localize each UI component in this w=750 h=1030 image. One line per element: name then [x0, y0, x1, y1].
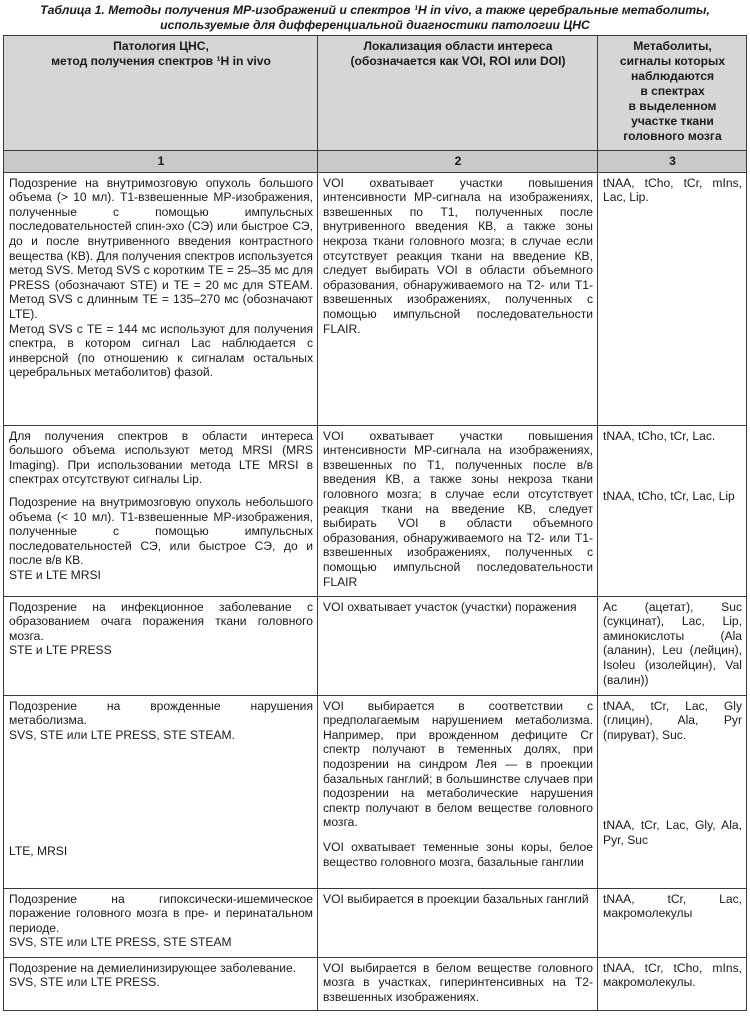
header-metabolites: Метаболиты, сигналы которых наблюдаются в спектрах в выделенном участке ткани головного мозга — [598, 36, 747, 151]
pathology-cell: Подозрение на гипоксически-ишемическое поражение головного мозга в пре- и перинатальном периоде. SVS, STE или LTE PRESS, STE STEAM — [9, 891, 313, 950]
data-table — [3, 35, 747, 1011]
table-row — [4, 695, 747, 888]
column-number: 3 — [598, 151, 747, 173]
pathology-cell: Подозрение на инфекционное заболевание с образованием очага поражения ткани головного мозга. STE и LTE PRESS — [9, 599, 313, 658]
caption-text: Методы получения МР-изображений и спектров ¹H in vivo, а также церебральные метаболиты, используемые для дифференциальной диагностики патологии ЦНС — [108, 3, 710, 32]
localization-cell: VOI охватывает теменные зоны коры, белое вещество головного мозга, базальные ганглии — [323, 839, 593, 869]
table-row — [4, 596, 747, 695]
metabolites-cell: tNAA, tCho, tCr, Lac. — [603, 428, 716, 443]
pathology-cell: Подозрение на демиелинизирующее заболевание. SVS, STE или LTE PRESS. — [9, 960, 297, 990]
localization-cell: VOI охватывает участки повышения интенсивности МР-сигнала на изображениях, взвешенных по T1, полученных после внутривенного введения КВ, а также зоны некроза ткани головного мозга; в случае если отсутствует реакция ткани на введение КВ, следует выбирать VOI в области объемного образования, обнаруживаемого на T2- или T1-взвешенных изображениях, полученных с помощью импульсной последовательности FLAIR. — [323, 175, 593, 336]
metabolites-cell: tNAA, tCr, Lac, Gly (глицин), Ala, Pyr (пируват), Suc. — [603, 698, 742, 742]
header-pathology: Патология ЦНС, метод получения спектров ¹H in vivo — [4, 36, 318, 151]
metabolites-cell: tNAA, tCr, tCho, mIns, макромолекулы. — [603, 960, 742, 990]
caption-label: Таблица 1. — [40, 3, 105, 17]
header-localization: Локализация области интереса (обозначается как VOI, ROI или DOI) — [318, 36, 598, 151]
pathology-cell: Подозрение на врожденные нарушения метаболизма. SVS, STE или LTE PRESS, STE STEAM. — [9, 698, 313, 742]
localization-cell: VOI выбирается в белом веществе головного мозга в участках, гиперинтенсивных на T2-взвешенных изображениях. — [323, 960, 593, 1004]
pathology-cell: Для получения спектров в области интереса большого объема используют метод MRSI (MRS Imaging). При использовании метода LTE MRSI в спектрах отсутствуют сигналы Lip. — [9, 428, 313, 487]
column-number: 2 — [318, 151, 598, 173]
metabolites-cell: Ac (ацетат), Suc (сукцинат), Lac, Lip, аминокислоты (Ala (аланин), Leu (лейцин), Isoleu (изолейцин), Val (валин)) — [603, 599, 742, 687]
table-row — [4, 888, 747, 957]
table-row — [4, 172, 747, 425]
localization-cell: VOI охватывает участок (участки) поражения — [323, 599, 577, 614]
pathology-cell: Подозрение на внутримозговую опухоль небольшого объема (< 10 мл). T1-взвешенные МР-изображения, полученные с помощью импульсных последовательностей СЭ, или быстрое СЭ, до и после в/в КВ. STE и LTE MRSI — [9, 494, 313, 582]
column-number-row — [4, 151, 747, 173]
localization-cell: VOI охватывает участки повышения интенсивности МР-сигнала на изображениях, взвешенных по T1, полученных после в/в введения КВ, а также зоны некроза ткани головного мозга; в случае если отсутствует реакция ткани на введение КВ, следует выбирать VOI в области объемного образования, обнаруживаемого на T2- или T1-взвешенных изображениях, полученных с помощью импульсной последовательности FLAIR — [323, 428, 593, 589]
metabolites-cell: tNAA, tCr, Lac, Gly, Ala, Pyr, Suc — [603, 818, 742, 847]
metabolites-cell: tNAA, tCho, tCr, mIns, Lac, Lip. — [603, 175, 742, 205]
metabolites-cell: tNAA, tCr, Lac, макромолекулы — [603, 891, 742, 921]
localization-cell: VOI выбирается в соответствии с предполагаемым нарушением метаболизма. Например, при врожденном дефиците Cr спектр получают в теменных долях, при подозрении на синдром Лея — в проекции базальных ганглий; в большинстве случаев при подозрении на метаболические нарушения спектр получают в белом веществе головного мозга. — [323, 698, 593, 830]
localization-cell: VOI выбирается в проекции базальных ганглий — [323, 891, 589, 906]
table-row — [4, 957, 747, 1010]
column-number: 1 — [4, 151, 318, 173]
table-row — [4, 425, 747, 596]
table-caption — [6, 3, 744, 32]
header-row — [4, 36, 747, 151]
metabolites-cell: tNAA, tCho, tCr, Lac, Lip — [603, 489, 735, 504]
pathology-cell: Подозрение на внутримозговую опухоль большого объема (> 10 мл). T1-взвешенные МР-изображения, полученные с помощью импульсных последовательностей спин-эхо (СЭ) или быстрое СЭ, до и после внутривенного введения контрастного вещества (КВ). Для получения спектров используется метод SVS. Метод SVS с коротким TE = 25–35 мс для PRESS (обозначают STE) и TE = 20 мс для STEAM. Метод SVS с длинным TE = 135–270 мс (обозначают LTE). Метод SVS с TE = 144 мс используют для получения спектра, в котором сигнал Lac наблюдается с инверсной (по отношению к сигналам остальных церебральных метаболитов) фазой. — [9, 175, 313, 380]
pathology-cell: LTE, MRSI — [9, 844, 68, 859]
